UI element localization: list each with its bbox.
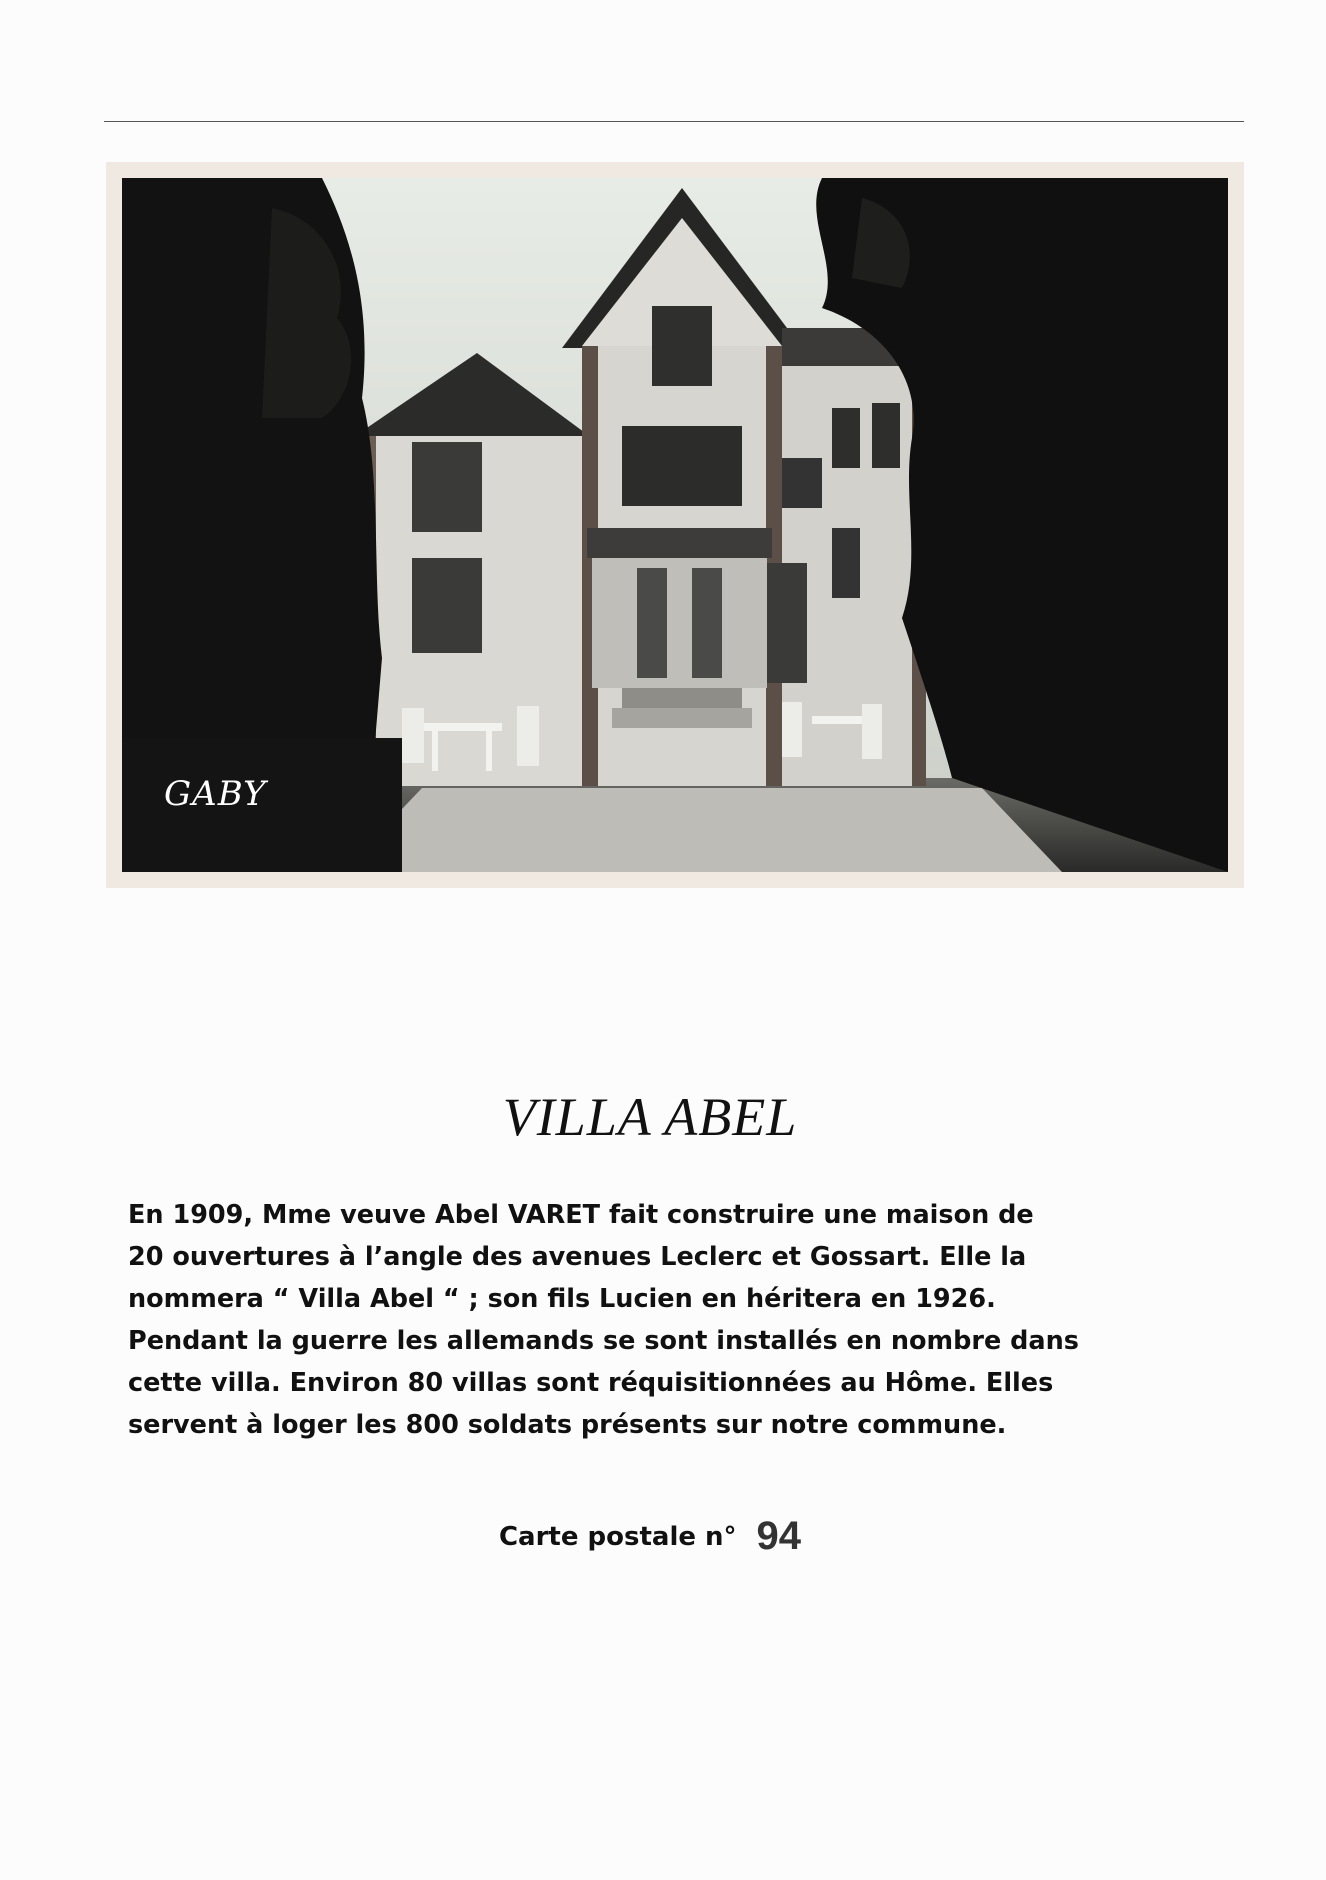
body-line: Pendant la guerre les allemands se sont installés en nombre dans [128,1326,1079,1356]
body-line: servent à loger les 800 soldats présents sur notre commune. [128,1410,1007,1440]
caption-label: Carte postale n° [498,1522,737,1552]
villa-photo-icon [122,178,1228,872]
postcard-photo [106,162,1244,888]
page-title: VILLA ABEL [502,1087,798,1147]
body-line: nommera “ Villa Abel “ ; son fils Lucien en héritera en 1926. [128,1284,996,1314]
top-rule [104,121,1244,122]
photographer-signature: GABY [164,774,267,814]
body-paragraph [128,1194,1238,1446]
body-line: cette villa. Environ 80 villas sont réquisitionnées au Hôme. Elles [128,1368,1054,1398]
body-line: En 1909, Mme veuve Abel VARET fait construire une maison de [128,1200,1034,1230]
postcard-caption [0,1514,1300,1559]
body-line: 20 ouvertures à l’angle des avenues Leclerc et Gossart. Elle la [128,1242,1027,1272]
postcard-number: 94 [756,1514,802,1558]
